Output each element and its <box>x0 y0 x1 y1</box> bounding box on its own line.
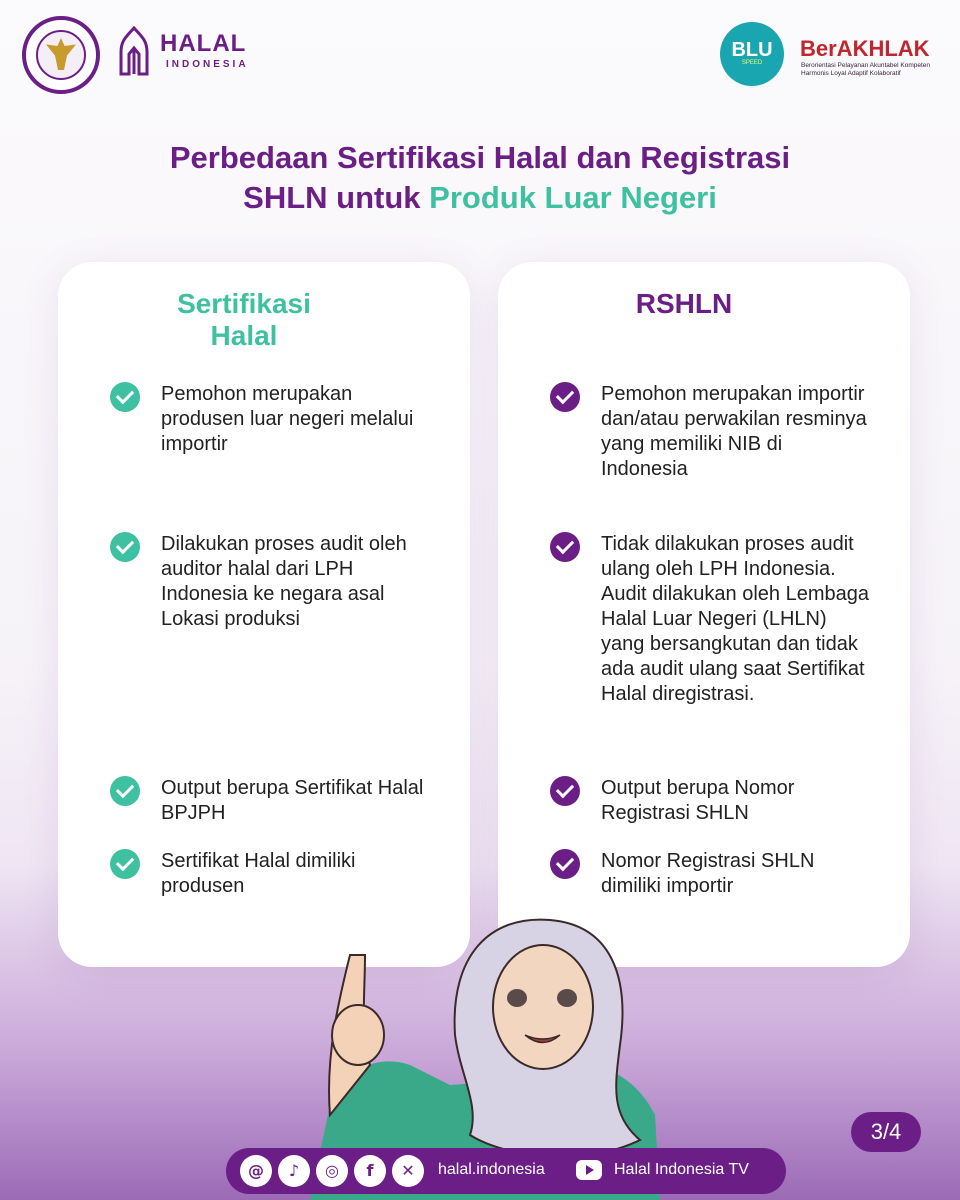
halal-sub: INDONESIA <box>166 59 249 70</box>
list-item-text: Nomor Registrasi SHLN dimiliki importir <box>601 850 815 897</box>
check-icon <box>110 776 140 806</box>
card-title: RSHLN <box>635 288 733 319</box>
page-title <box>80 138 880 218</box>
title-line-2-a: SHLN untuk <box>243 180 430 215</box>
check-icon <box>550 382 580 412</box>
card-title <box>38 288 450 352</box>
halal-word: HALAL <box>160 30 247 57</box>
sertifikasi-halal-card <box>58 262 470 967</box>
youtube-channel[interactable]: Halal Indonesia TV <box>614 1161 749 1178</box>
check-icon <box>110 849 140 879</box>
berakhlak-tagline: Berorientasi Pelayanan Akuntabel Kompeten Harmonis Loyal Adaptif Kolaboratif <box>801 62 931 77</box>
youtube-icon[interactable] <box>576 1160 602 1180</box>
header <box>0 0 960 110</box>
page-indicator: 3/4 <box>851 1112 921 1152</box>
halal-indonesia-logo-icon <box>115 26 153 78</box>
x-icon[interactable]: ✕ <box>392 1155 424 1187</box>
bpjph-seal-logo <box>22 16 100 94</box>
title-line-2 <box>80 178 880 218</box>
list-item-text: Tidak dilakukan proses audit ulang oleh LPH Indonesia. Audit dilakukan oleh Lembaga Halal Luar Negeri (LHLN) yang bersangkutan dan tidak ada audit ulang saat Sertifikat Halal diregistrasi. <box>601 533 869 705</box>
list-item-text: Sertifikat Halal dimiliki produsen <box>161 850 356 897</box>
list-item-text: Pemohon merupakan importir dan/atau perwakilan resminya yang memiliki NIB di Indonesia <box>601 383 867 480</box>
list-item-text: Output berupa Nomor Registrasi SHLN <box>601 777 795 824</box>
check-icon <box>550 849 580 879</box>
tiktok-icon[interactable]: ♪ <box>278 1155 310 1187</box>
list-item-text: Pemohon merupakan produsen luar negeri melalui importir <box>161 383 414 455</box>
social-footer <box>226 1148 786 1194</box>
check-icon <box>550 776 580 806</box>
facebook-icon[interactable]: f <box>354 1155 386 1187</box>
card-title-line-1: Sertifikasi <box>177 288 311 319</box>
threads-icon[interactable]: @ <box>240 1155 272 1187</box>
card-title-line-2: Halal <box>210 320 278 351</box>
title-line-1: Perbedaan Sertifikasi Halal dan Registrasi <box>169 140 791 175</box>
list-item-text: Dilakukan proses audit oleh auditor halal dari LPH Indonesia ke negara asal Lokasi produksi <box>161 533 407 630</box>
rshln-card <box>498 262 910 967</box>
check-icon <box>110 382 140 412</box>
check-icon <box>550 532 580 562</box>
list-item-text: Output berupa Sertifikat Halal BPJPH <box>161 777 424 824</box>
berakhlak-logo: BerAKHLAK <box>800 36 930 61</box>
blu-sub: SPEED <box>741 60 763 66</box>
blu-logo: BLU <box>720 22 784 86</box>
check-icon <box>110 532 140 562</box>
title-line-2-accent: Produk Luar Negeri <box>429 180 717 215</box>
instagram-handle[interactable]: halal.indonesia <box>438 1161 545 1178</box>
instagram-icon[interactable]: ◎ <box>316 1155 348 1187</box>
